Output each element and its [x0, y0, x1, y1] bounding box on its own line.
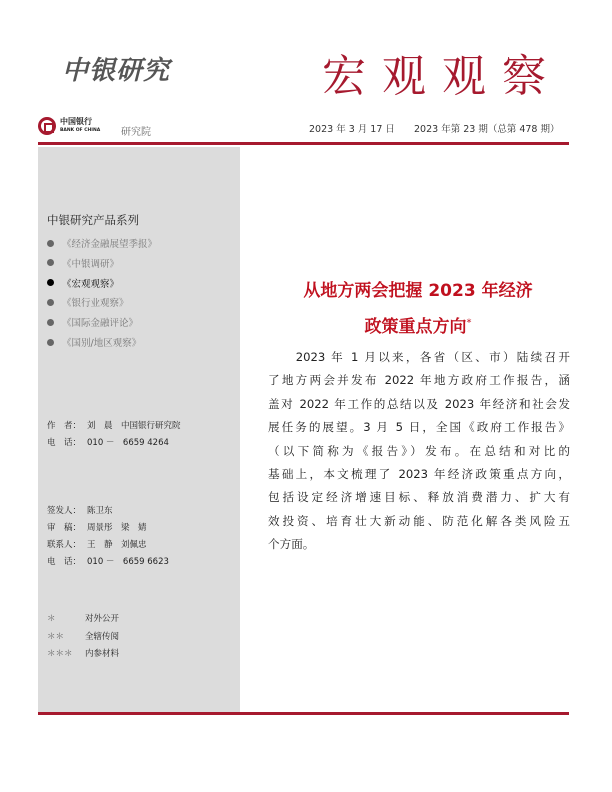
- footer-divider: [38, 712, 569, 715]
- footnote-mark: *: [466, 317, 472, 329]
- level-label: 对外公开: [85, 614, 120, 624]
- product-label: 《中银调研》: [62, 258, 120, 270]
- value: 王 静 刘佩忠: [87, 540, 147, 550]
- products-heading: 中银研究产品系列: [47, 213, 139, 227]
- product-item[interactable]: [47, 256, 119, 270]
- contact-phone: [47, 555, 169, 567]
- value: 陈卫东: [87, 506, 113, 516]
- value: 刘 晨 中国银行研究院: [87, 421, 181, 431]
- reviewer-info: [47, 521, 147, 533]
- contact-info: [47, 538, 147, 550]
- label: 电 话：: [47, 557, 82, 567]
- article-body: [268, 346, 570, 557]
- title-text: 政策重点方向: [364, 317, 467, 337]
- series-title: 宏观观察: [322, 51, 562, 102]
- body-line: 了地方两会并发布 2022 年地方政府工作报告，涵: [268, 373, 570, 388]
- product-label: 《银行业观察》: [62, 298, 129, 310]
- body-line: 展任务的展望。3 月 5 日，全国《政府工作报告》: [268, 420, 570, 435]
- brand-logo: 中银研究: [62, 56, 171, 86]
- product-item[interactable]: [47, 295, 129, 309]
- body-line: 包括设定经济增速目标、释放消费潜力、扩大有: [268, 490, 570, 505]
- product-item[interactable]: [47, 276, 119, 290]
- level-label: 全辖传阅: [85, 631, 120, 642]
- label: 作 者：: [47, 421, 82, 431]
- bank-logo: [38, 117, 100, 135]
- label: 联系人：: [47, 540, 82, 550]
- value: 周景彤 梁 婧: [87, 523, 147, 533]
- distribution-level: [47, 612, 119, 624]
- bullet-icon: [47, 319, 54, 326]
- stars: ＊＊＊: [47, 649, 73, 659]
- product-label: 《国际金融评论》: [62, 318, 139, 330]
- product-item[interactable]: [47, 335, 141, 349]
- author-info: [47, 419, 181, 431]
- product-label: 《国别/地区观察》: [62, 338, 142, 349]
- distribution-level: [47, 647, 119, 659]
- issue-number: 2023 年第 23 期（总第 478 期）: [414, 124, 560, 135]
- body-line: （以下简称为《报告》）发布。在总结和对比的: [268, 443, 570, 458]
- institute-label: 研究院: [121, 127, 151, 138]
- value: 010 － 6659 6623: [87, 557, 169, 567]
- stars: ＊: [47, 614, 56, 624]
- product-item[interactable]: [47, 236, 157, 250]
- header-divider: [38, 142, 569, 145]
- report-date: 2023 年 3 月 17 日: [309, 124, 395, 135]
- bank-name-cn: 中国银行: [60, 117, 92, 126]
- product-label: 《经济金融展望季报》: [62, 239, 158, 250]
- body-line: 2023 年 1 月以来，各省（区、市）陆续召开: [268, 350, 570, 364]
- signer-info: [47, 504, 113, 516]
- body-line: 基础上，本文梳理了 2023 年经济政策重点方向，: [268, 467, 570, 482]
- product-label: 《宏观观察》: [62, 278, 120, 290]
- level-label: 内参材料: [85, 649, 120, 659]
- bullet-icon: [47, 339, 54, 346]
- author-phone: [47, 436, 169, 448]
- distribution-level: [47, 630, 119, 642]
- label: 签发人：: [47, 506, 82, 516]
- label: 审 稿：: [47, 523, 82, 533]
- article-title-line2: [268, 312, 568, 337]
- body-line: 盖对 2022 年工作的总结以及 2023 年经济和社会发: [268, 396, 570, 411]
- bullet-icon: [47, 240, 54, 247]
- product-item[interactable]: [47, 315, 138, 329]
- body-line: 个方面。: [268, 537, 315, 552]
- body-line: 效投资、培育壮大新动能、防范化解各类风险五: [268, 513, 570, 528]
- stars: ＊＊: [47, 631, 65, 642]
- bullet-icon: [47, 299, 54, 306]
- label: 电 话：: [47, 438, 82, 448]
- article-title-line1: 从地方两会把握 2023 年经济: [303, 281, 533, 301]
- bullet-icon: [47, 259, 54, 266]
- bank-name-en: BANK OF CHINA: [60, 128, 101, 133]
- bank-of-china-icon: [38, 117, 56, 135]
- value: 010 － 6659 4264: [87, 438, 169, 448]
- bank-logo-text: [60, 117, 100, 135]
- bullet-icon: [47, 279, 54, 286]
